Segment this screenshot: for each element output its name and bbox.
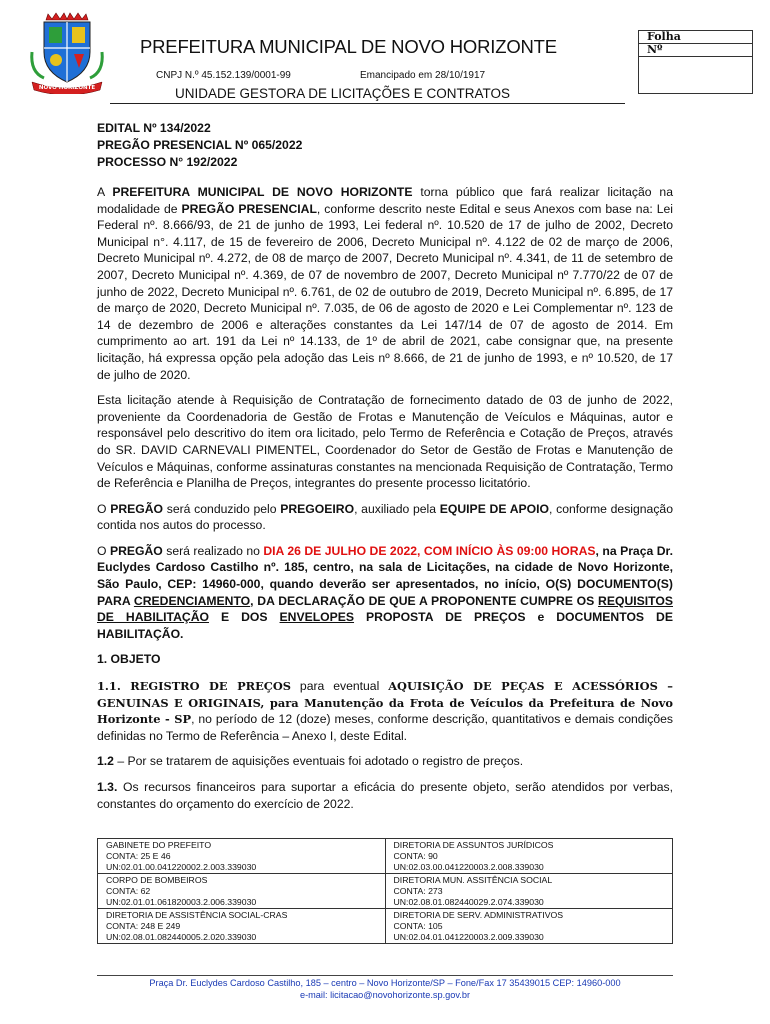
clause-number: 1.1. REGISTRO DE PREÇOS bbox=[97, 679, 292, 694]
text-span: O bbox=[97, 543, 110, 558]
cell-text: DIRETORIA MUN. ASSITÊNCIA SOCIAL bbox=[393, 875, 553, 885]
footer-address: Praça Dr. Euclydes Cardoso Castilho, 185 – centro – Novo Horizonte/SP – Fone/Fax 17 35439015 CEP: 14960-000 bbox=[149, 978, 621, 988]
cell-text: CONTA: 273 bbox=[393, 886, 443, 896]
cell-text: CONTA: 62 bbox=[106, 886, 151, 896]
pregoeiro-term: PREGOEIRO bbox=[280, 501, 355, 516]
cell-text: CORPO DE BOMBEIROS bbox=[106, 875, 208, 885]
credenciamento-term: CREDENCIAMENTO bbox=[133, 593, 251, 608]
pregao-term: PREGÃO bbox=[110, 501, 164, 516]
text-span: , DA DECLARAÇÃO DE QUE A PROPONENTE CUMPRE OS bbox=[250, 593, 599, 608]
footer-divider bbox=[97, 975, 673, 976]
cell-text: GABINETE DO PREFEITO bbox=[106, 840, 212, 850]
pregoeiro-paragraph bbox=[97, 501, 673, 534]
organization-name: PREFEITURA MUNICIPAL DE NOVO HORIZONTE bbox=[112, 185, 413, 199]
text-span: O bbox=[97, 501, 111, 516]
cell-text: DIRETORIA DE ASSUNTOS JURÍDICOS bbox=[393, 840, 554, 850]
edital-number: EDITAL Nº 134/2022 bbox=[97, 121, 211, 135]
table-cell bbox=[385, 839, 673, 874]
cell-text: CONTA: 90 bbox=[393, 851, 438, 861]
cell-text: UN:02.08.01.082440005.2.020.339030 bbox=[106, 932, 257, 942]
requisition-paragraph: Esta licitação atende à Requisição de Contratação de fornecimento datado de 03 de junho de 2022, proveniente da Coordenadoria de Gestão de Frotas e Manutenção de Veículos e Máquinas, autor e responsável pelo descritivo do item ora licitado, pelo Termo de Referência e Cotação de Preços, através do SR. DAVID CARNEVALI PIMENTEL, Coordenador do Setor de Gestão de Frotas e Manutenção de Veículos e Máquinas, conforme assinaturas constantes na mencionada Requisição de Contratação, Termo de Referência e Planilha de Preços, integrantes do presente processo licitatório. bbox=[97, 393, 673, 491]
numero-label: Nº bbox=[639, 44, 752, 57]
envelopes-term: ENVELOPES bbox=[279, 610, 355, 625]
crest-ribbon-text: NOVO HORIZONTE bbox=[38, 85, 96, 91]
clause-1-1 bbox=[97, 678, 673, 744]
text-span: A bbox=[97, 185, 113, 199]
emancipation-date: Emancipado em 28/10/1917 bbox=[360, 70, 486, 81]
table-cell bbox=[98, 874, 386, 909]
session-paragraph bbox=[97, 543, 673, 643]
text-span: , conforme designação contida nos autos do processo. bbox=[97, 501, 673, 533]
clause-number: 1.2 bbox=[97, 754, 114, 769]
requisitos-term: REQUISITOS DE HABILITAÇÃO bbox=[97, 593, 673, 625]
coat-of-arms-icon bbox=[26, 12, 108, 94]
text-span: PROPOSTA DE PREÇOS e DOCUMENTOS DE HABILITAÇÃO. bbox=[97, 610, 673, 641]
pregao-number: PREGÃO PRESENCIAL Nº 065/2022 bbox=[97, 138, 303, 152]
table-row bbox=[98, 909, 673, 944]
text-span: E DOS bbox=[208, 610, 280, 625]
folha-stamp-box bbox=[638, 30, 753, 94]
intro-paragraph bbox=[97, 184, 673, 383]
budget-table bbox=[97, 838, 673, 944]
table-cell bbox=[98, 839, 386, 874]
cell-text: UN:02.04.01.041220003.2.009.339030 bbox=[393, 932, 544, 942]
session-date-highlight: DIA 26 DE JULHO DE 2022, COM INÍCIO ÀS 09:00 HORAS bbox=[263, 543, 596, 558]
object-description: AQUISIÇÃO DE PEÇAS E ACESSÓRIOS – GENUINAS E ORIGINAIS, para Manutenção da Frota de Veículos da Prefeitura de Novo Horizonte - SP bbox=[97, 679, 673, 727]
cell-text: DIRETORIA DE SERV. ADMINISTRATIVOS bbox=[393, 910, 564, 920]
edital-body bbox=[97, 120, 673, 821]
table-cell bbox=[385, 874, 673, 909]
text-span: será conduzido pelo bbox=[163, 501, 281, 516]
table-row bbox=[98, 839, 673, 874]
text-span: Os recursos financeiros para suportar a eficácia do presente objeto, serão atendidos por verbas, constantes do orçamento do exercício de 2022. bbox=[97, 780, 673, 811]
text-span: – Por se tratarem de aquisições eventuais foi adotado o registro de preços. bbox=[113, 754, 524, 769]
equipe-term: EQUIPE DE APOIO bbox=[439, 501, 550, 516]
clause-1-3 bbox=[97, 779, 673, 812]
page-title: PREFEITURA MUNICIPAL DE NOVO HORIZONTE bbox=[140, 36, 557, 57]
cell-text: CONTA: 25 E 46 bbox=[106, 851, 171, 861]
clause-number: 1.3. bbox=[97, 780, 118, 794]
text-span: torna público que fará realizar licitação na modalidade de bbox=[97, 185, 673, 216]
processo-number: PROCESSO N° 192/2022 bbox=[97, 155, 238, 169]
cell-text: UN:02.01.00.041220002.2.003.339030 bbox=[106, 862, 257, 872]
cell-text: UN:02.03.00.041220003.2.008.339030 bbox=[393, 862, 544, 872]
table-cell bbox=[98, 909, 386, 944]
cell-text: UN:02.08.01.082440029.2.074.339030 bbox=[393, 897, 544, 907]
table-cell bbox=[385, 909, 673, 944]
text-span: , conforme descrito neste Edital e seus Anexos com base na: Lei Federal nº. 8.666/93, de 21 de junho de 1993, Lei federal nº. 10.520 de 17 de julho de 2002, Decreto Municipal n°. 4.117, de 15 de fevereiro de 2006, Decreto Municipal nº. 4.122 de 02 de março de 2006, Decreto Municipal nº. 4.272, de 08 de março de 2007, Decreto Municipal nº. 4.341, de 11 de setembro de 2007, Decreto Municipal nº. 4.369, de 07 de novembro de 2007, Decreto Municipal nº 7.770/22 de 07 de junho de 2022, Decreto Municipal nº. 6.761, de 02 de outubro de 2019, Decreto Municipal nº. 6.895, de 17 de março de 2020, Decreto Municipal nº. 7.035, de 06 de agosto de 2020 e Lei Complementar nº. 123 de 14 de dezembro de 2006 e alterações constantes da Lei 147/14 de 07 de agosto de 2014. Em cumprimento ao art. 191 da Lei nº 14.133, de 1º de abril de 2021, cabe consignar que, na presente licitação, há expressa opção pela adoção das Leis nº 8.666, de 21 de junho de 1993, e nº 10.520, de 17 de julho de 2020. bbox=[97, 201, 673, 382]
modality-name: PREGÃO PRESENCIAL bbox=[181, 201, 317, 216]
text-span: será realizado no bbox=[162, 543, 264, 558]
unit-subtitle: UNIDADE GESTORA DE LICITAÇÕES E CONTRATOS bbox=[175, 86, 511, 101]
table-row bbox=[98, 874, 673, 909]
cell-text: DIRETORIA DE ASSISTÊNCIA SOCIAL-CRAS bbox=[106, 910, 288, 920]
pregao-term: PREGÃO bbox=[109, 543, 163, 558]
header-divider bbox=[110, 103, 625, 104]
text-span: , no período de 12 (doze) meses, conforme descrição, quantitativos e demais condições definidas no Termo de Referência – Anexo I, deste Edital. bbox=[97, 712, 673, 743]
cnpj-text: CNPJ N.º 45.152.139/0001-99 bbox=[156, 70, 291, 81]
text-span: , auxiliado pela bbox=[354, 501, 440, 516]
footer-email: e-mail: licitacao@novohorizonte.sp.gov.br bbox=[299, 990, 471, 1000]
cell-text: UN:02.01.01.061820003.2.006.339030 bbox=[106, 897, 257, 907]
folha-label: Folha bbox=[639, 31, 752, 44]
section-title-objeto: 1. OBJETO bbox=[97, 652, 161, 667]
cell-text: CONTA: 248 E 249 bbox=[106, 921, 181, 931]
clause-1-2 bbox=[97, 753, 673, 770]
text-span: , na Praça Dr. Euclydes Cardoso Castilho nº. 185, centro, na sala de Licitações, na cidade de Novo Horizonte, São Paulo, CEP: 14960-000, quando deverão ser apresentados, no início, O(S) DOCUMENTO(S) PARA bbox=[97, 543, 673, 608]
cell-text: CONTA: 105 bbox=[393, 921, 443, 931]
text-span: para eventual bbox=[291, 679, 389, 694]
edital-identifiers bbox=[97, 120, 673, 171]
